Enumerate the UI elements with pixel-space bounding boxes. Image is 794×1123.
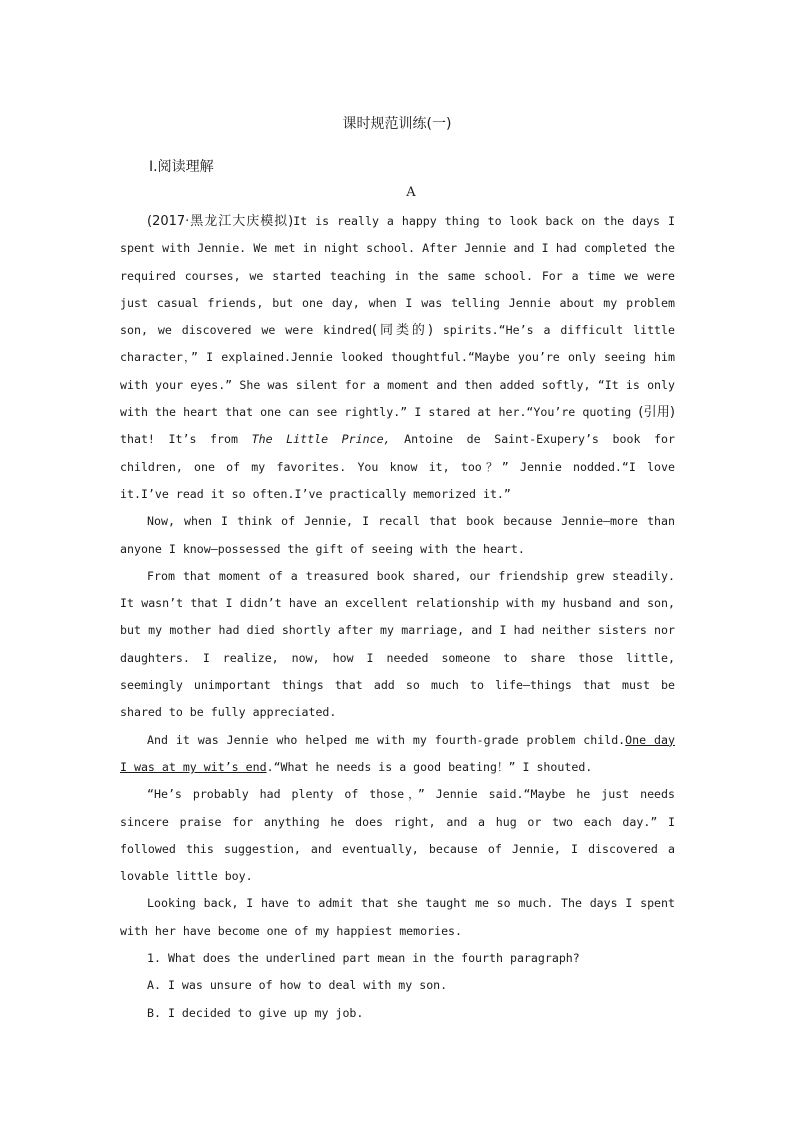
passage-label: A (406, 185, 416, 200)
paragraph-6: Looking back, I have to admit that she taught me so much. The days I spent with her have become one of my happiest memories. (120, 896, 675, 938)
option-a: A. I was unsure of how to deal with my son. (147, 978, 448, 993)
paragraph-5: “He’s probably had plenty of those，” Jennie said.“Maybe he just needs sincere praise for anything he does right, and a hug or two each day.” I followed this suggestion, and eventually, because of Jennie, I discovered a lovable little boy. (120, 787, 675, 884)
underlined-phrase: One day I was at my wit’s end (120, 732, 675, 774)
book-title: The Little Prince, (251, 432, 391, 447)
paragraph-1: (2017·黑龙江大庆模拟)It is really a happy thing to look back on the days I spent with Jennie. We met in night school. After Jennie and I had completed the required courses, we started teaching in the same school. For a time we were just casual friends, but one day, when I was telling Jennie about my problem son, we discovered we were kindred(同类的) spirits.“He’s a difficult little character，” I explained.Jennie looked thoughtful.“Maybe you’re only seeing him with your eyes.” She was silent for a moment and then added softly, “It is only with the heart that one can see rightly.” I stared at her.“You’re quoting (引用) that! It’s from The Little Prince, Antoine de Saint-Exupery’s book for children, one of my favorites. You know it, too？” Jennie nodded.“I love it.I’ve read it so often.I’ve practically memorized it.” (120, 214, 676, 501)
paragraph-2: Now, when I think of Jennie, I recall that book because Jennie—more than anyone I know—possessed the gift of seeing with the heart. (120, 514, 675, 556)
option-b: B. I decided to give up my job. (147, 1005, 364, 1020)
page-title: 课时规范训练(一) (342, 116, 452, 132)
passage-body (120, 208, 675, 1027)
gloss-kindred: (同类的) (372, 323, 433, 339)
paragraph-3: From that moment of a treasured book shared, our friendship grew steadily. It wasn’t that I didn’t have an excellent relationship with my husband and son, but my mother had died shortly after my marriage, and I had neither sisters nor daughters. I realize, now, how I needed someone to share those little, seemingly unimportant things that add so much to life—things that must be shared to be fully appreciated. (120, 568, 675, 720)
section-heading: Ⅰ.阅读理解 (149, 159, 214, 175)
source-note: (2017·黑龙江大庆模拟) (147, 214, 294, 229)
question-stem: 1. What does the underlined part mean in the fourth paragraph? (147, 951, 580, 966)
paragraph-4: And it was Jennie who helped me with my fourth-grade problem child.One day I was at my wit’s end.“What he needs is a good beating！” I shouted. (120, 732, 675, 774)
gloss-quoting: (引用) (638, 405, 675, 421)
